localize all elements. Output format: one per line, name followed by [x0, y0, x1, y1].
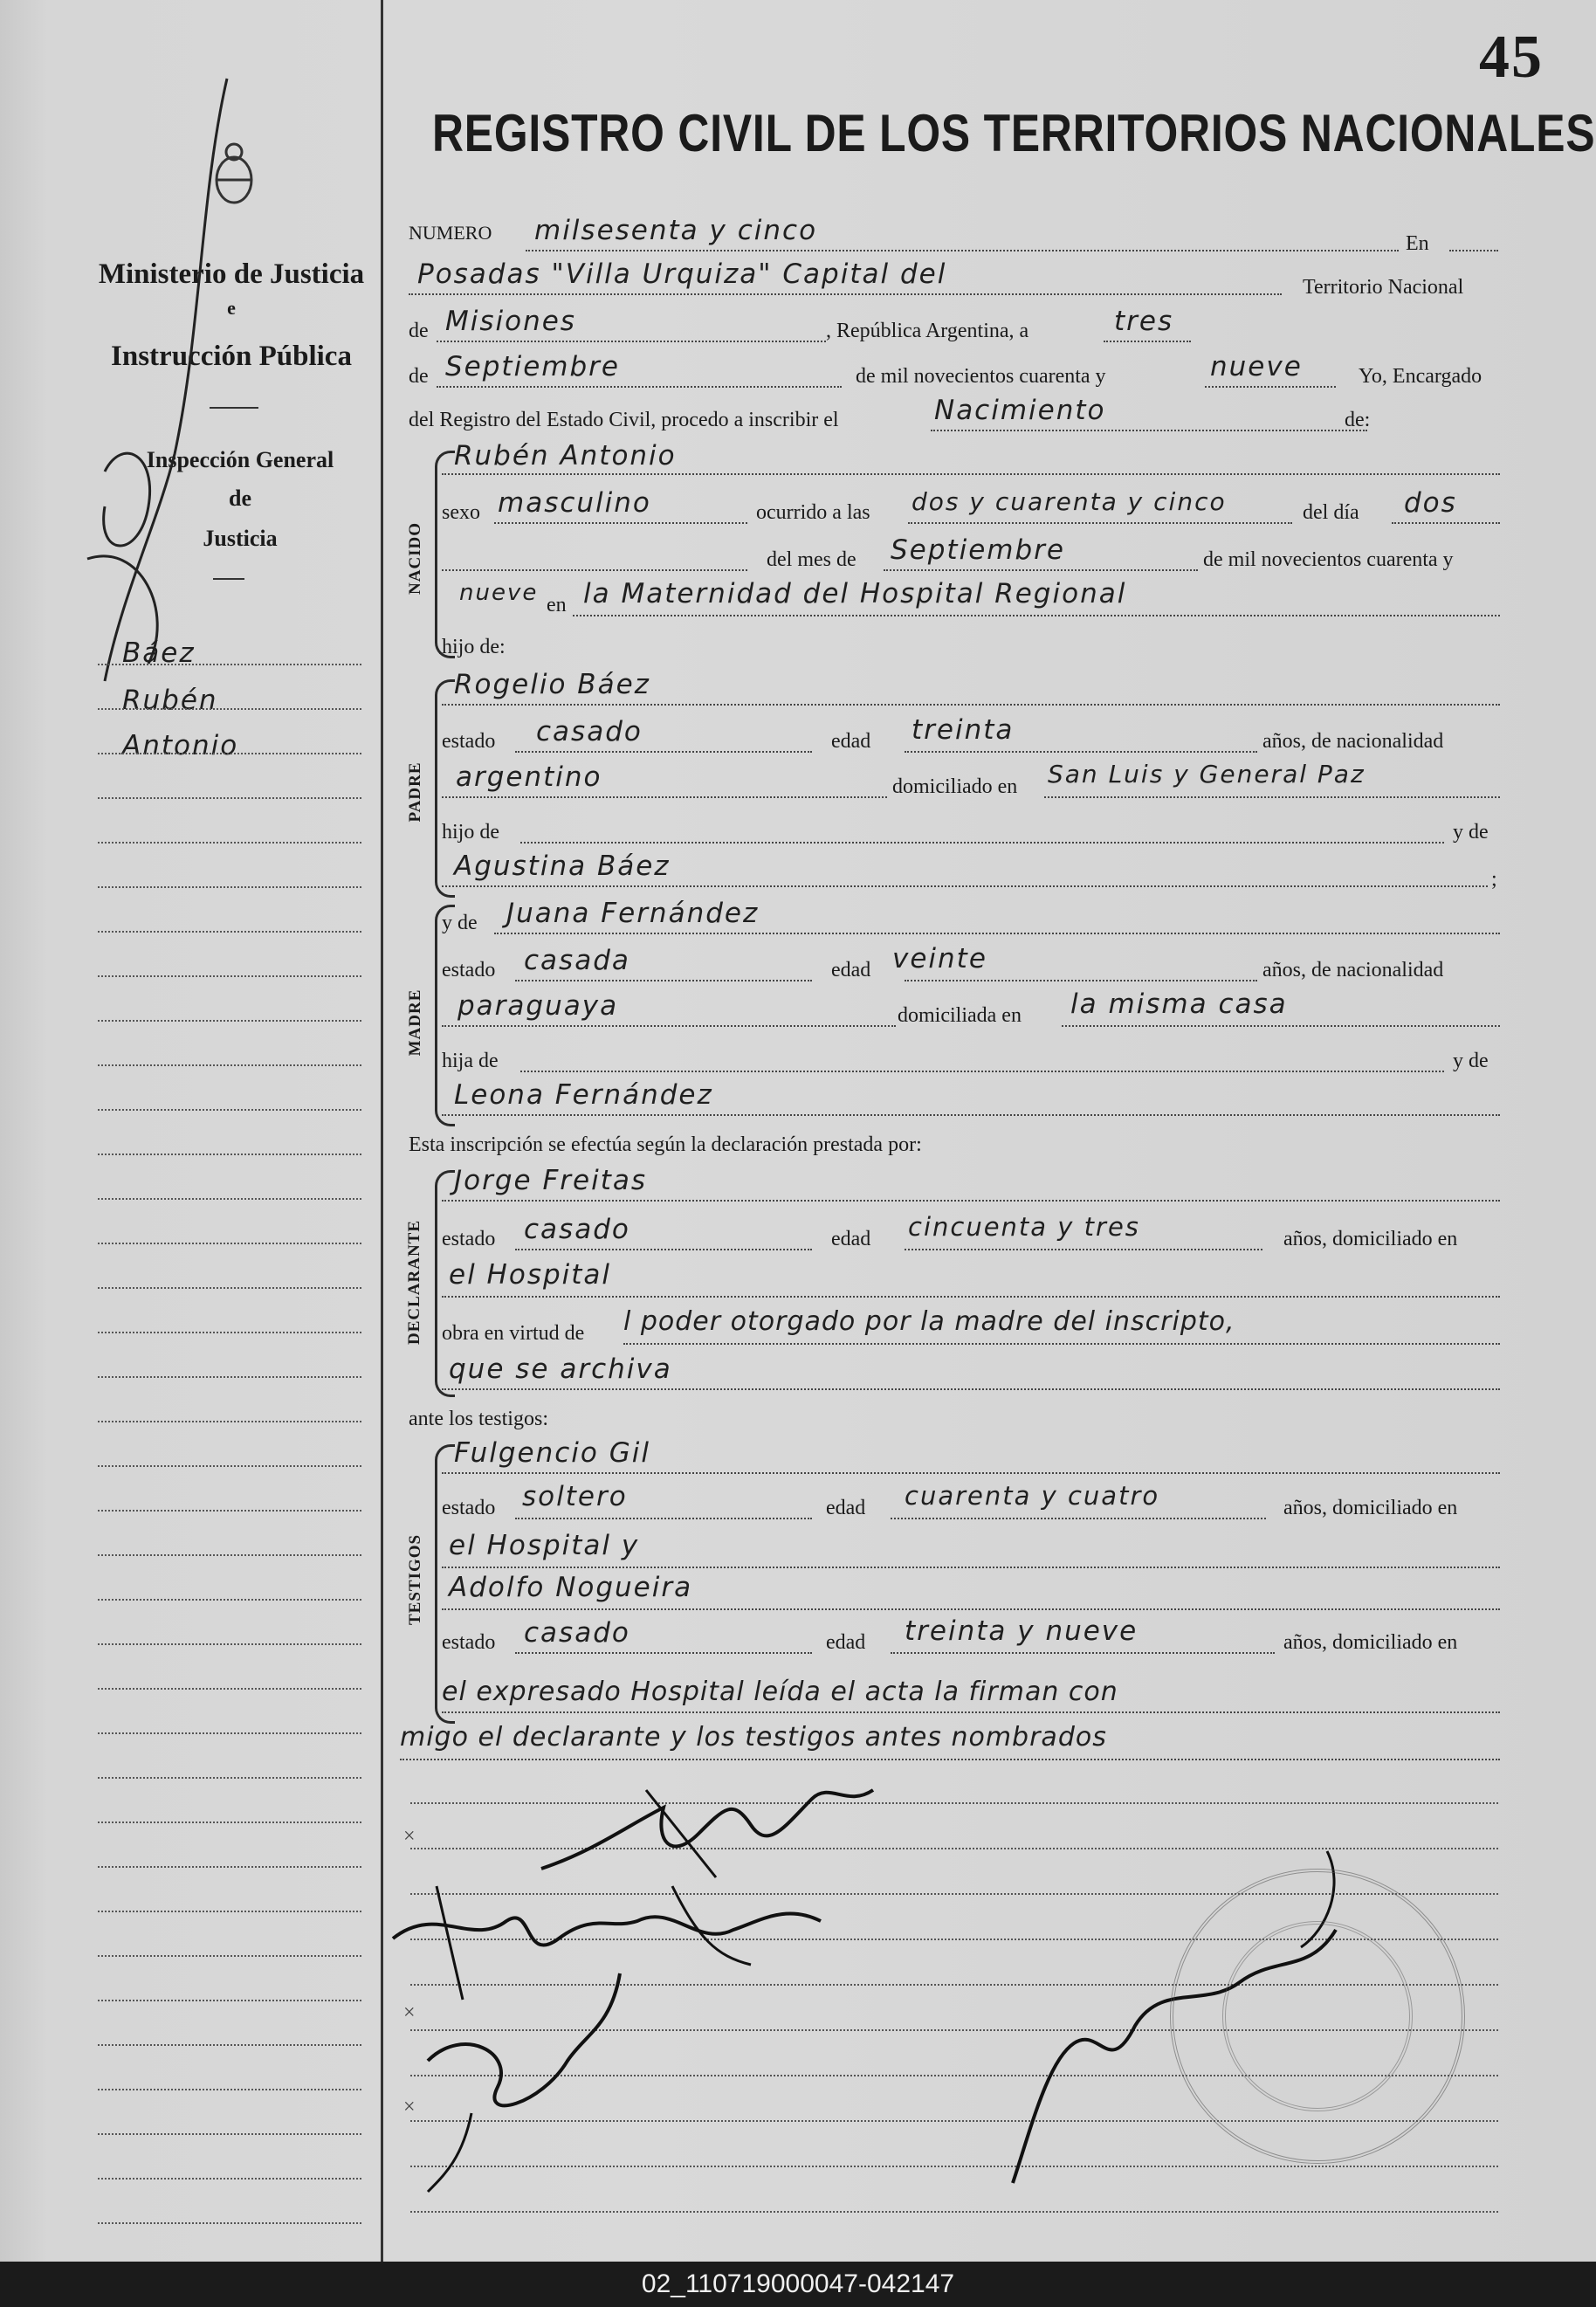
- margin-rule: [98, 1287, 361, 1289]
- line-dia-cont: [442, 569, 747, 571]
- line-cierre: [400, 1759, 1500, 1760]
- margin-rule: [98, 886, 361, 888]
- line-madre-estado: [515, 980, 812, 981]
- label-test1-anos: años, domiciliado en: [1283, 1497, 1458, 1519]
- value-decl-obra2: que se archiva: [449, 1353, 672, 1385]
- margin-rule: [98, 1020, 361, 1022]
- value-decl-obra: l poder otorgado por la madre del inscripto,: [623, 1306, 1235, 1337]
- label-obra: obra en virtud de: [442, 1322, 585, 1345]
- line-anio: [1205, 386, 1336, 388]
- page-title: REGISTRO CIVIL DE LOS TERRITORIOS NACIONALES: [432, 104, 1596, 162]
- margin-rule: [98, 1554, 361, 1556]
- margin-name-second: Antonio: [122, 730, 239, 761]
- line-test1: [442, 1472, 1500, 1474]
- margin-rule: [98, 2178, 361, 2180]
- footer-id: 02_110719000047-042147: [0, 2262, 1596, 2307]
- value-hora: dos y cuarenta y cinco: [912, 487, 1227, 516]
- label-sexo: sexo: [442, 501, 480, 524]
- value-mes-nac: Septiembre: [891, 534, 1065, 566]
- margin-name-surname: Báez: [122, 637, 196, 669]
- line-padre: [442, 704, 1500, 706]
- value-test1-estado: soltero: [522, 1481, 628, 1512]
- line-test2-dom: [442, 1711, 1500, 1713]
- value-madre-nac: paraguaya: [457, 990, 619, 1022]
- line-madre-edad: [905, 980, 1257, 981]
- value-declarante: Jorge Freitas: [454, 1165, 648, 1196]
- margin-rule: [98, 1198, 361, 1200]
- line-decl-dom: [442, 1296, 1500, 1298]
- value-decl-estado: casado: [524, 1214, 630, 1245]
- margin-rule: [98, 753, 361, 754]
- value-abuela-p: Agustina Báez: [454, 850, 671, 882]
- line-padre-estado: [515, 751, 812, 753]
- ministry-line3: Instrucción Pública: [111, 341, 352, 372]
- label-y-de-madre: y de: [442, 912, 478, 934]
- margin-rule: [98, 1332, 361, 1333]
- margin-rule: [98, 1154, 361, 1155]
- line-decl-edad: [905, 1249, 1262, 1250]
- line-dia-a: [1104, 341, 1191, 342]
- label-yo: Yo, Encargado: [1359, 365, 1482, 388]
- line-padre-nac: [442, 796, 887, 798]
- label-test1-estado: estado: [442, 1497, 496, 1519]
- line-dia: [1392, 522, 1500, 524]
- label-padre-estado: estado: [442, 730, 496, 753]
- label-decl-estado: estado: [442, 1228, 496, 1250]
- label-madre-dom: domiciliada en: [898, 1004, 1022, 1027]
- value-anio-nac: nueve: [459, 580, 539, 606]
- cross-mark-2: ×: [403, 2001, 416, 2024]
- value-nombre: Rubén Antonio: [454, 440, 677, 472]
- margin-divider: [381, 0, 383, 2262]
- value-madre-dom: la misma casa: [1070, 988, 1288, 1020]
- line-test1-estado: [515, 1518, 812, 1519]
- label-numero: NUMERO: [409, 222, 492, 244]
- margin-rule: [98, 1064, 361, 1066]
- line-madre: [494, 933, 1500, 934]
- line-hija-de: [520, 1071, 1444, 1072]
- label-en-la: en: [547, 594, 567, 616]
- value-padre-dom: San Luis y General Paz: [1048, 760, 1366, 789]
- section-nacido: NACIDO: [406, 521, 424, 595]
- label-ante: ante los testigos:: [409, 1408, 548, 1430]
- label-padre-edad: edad: [831, 730, 871, 753]
- line-padre-dom: [1044, 796, 1500, 798]
- line-territorio: [437, 341, 826, 342]
- cross-mark: ×: [403, 1825, 416, 1848]
- label-de: de: [409, 320, 429, 342]
- line-lugar: [409, 293, 1282, 295]
- margin-rule: [98, 2000, 361, 2001]
- margin-rule: [98, 1821, 361, 1823]
- line-hora: [908, 522, 1292, 524]
- label-del-mes: del mes de: [767, 548, 856, 571]
- line-acto: [931, 430, 1367, 431]
- margin-rule: [98, 1376, 361, 1378]
- margin-signature: [70, 70, 244, 786]
- bracket-madre: [435, 905, 455, 1126]
- margin-rule: [98, 1109, 361, 1111]
- margin-rule: [98, 975, 361, 977]
- label-republica: , República Argentina, a: [826, 320, 1029, 342]
- label-y-de-padre: y de: [1453, 821, 1489, 844]
- label-madre-estado: estado: [442, 959, 496, 981]
- margin-name-first: Rubén: [122, 685, 218, 716]
- label-test2-anos: años, domiciliado en: [1283, 1631, 1458, 1654]
- value-mes: Septiembre: [445, 351, 620, 382]
- cross-mark-3: ×: [403, 2096, 416, 2118]
- section-padre: PADRE: [406, 761, 424, 823]
- label-decl-anos: años, domiciliado en: [1283, 1228, 1458, 1250]
- label-hijo-de: hijo de:: [442, 636, 506, 658]
- value-madre: Juana Fernández: [506, 898, 760, 929]
- value-padre: Rogelio Báez: [454, 669, 650, 700]
- value-padre-edad: treinta: [912, 714, 1015, 746]
- ministry-line1: Ministerio de Justicia: [98, 258, 365, 290]
- label-mil: de mil novecientos cuarenta y: [856, 365, 1106, 388]
- value-numero: milsesenta y cinco: [534, 215, 818, 246]
- line-madre-dom: [1062, 1025, 1500, 1027]
- margin-rule: [98, 2044, 361, 2046]
- label-hijo-de2: hijo de: [442, 821, 499, 844]
- line-declarante: [442, 1200, 1500, 1202]
- value-test2-dom: el expresado Hospital leída el acta la firman con: [442, 1677, 1118, 1707]
- line-numero: [526, 250, 1399, 251]
- line-test1-dom: [442, 1567, 1500, 1568]
- line-lugar-nac: [573, 615, 1500, 616]
- label-semicolon: ;: [1491, 868, 1497, 891]
- margin-rule: [98, 797, 361, 799]
- margin-rule: [98, 2222, 361, 2224]
- value-anio: nueve: [1210, 351, 1303, 382]
- line-obra2: [442, 1388, 1500, 1390]
- label-ocurrido: ocurrido a las: [756, 501, 870, 524]
- value-madre-edad: veinte: [892, 943, 987, 974]
- value-lugar-nac: la Maternidad del Hospital Regional: [583, 578, 1127, 609]
- section-declarante: DECLARANTE: [405, 1219, 423, 1345]
- line-padre-edad: [905, 751, 1257, 753]
- label-decl-edad: edad: [831, 1228, 871, 1250]
- line-test2-estado: [515, 1652, 812, 1654]
- value-dia-a: tres: [1114, 306, 1174, 337]
- line-abuela-m: [442, 1114, 1500, 1116]
- line-hijo-de2: [520, 842, 1444, 844]
- label-inscripcion: Esta inscripción se efectúa según la declaración prestada por:: [409, 1133, 922, 1156]
- label-registro: del Registro del Estado Civil, procedo a inscribir el: [409, 409, 839, 431]
- margin-rule: [98, 931, 361, 933]
- label-hija-de: hija de: [442, 1050, 499, 1072]
- line-sexo: [494, 522, 747, 524]
- line-obra: [623, 1343, 1500, 1345]
- value-decl-dom: el Hospital: [449, 1259, 612, 1291]
- value-test1-dom: el Hospital y: [449, 1530, 640, 1561]
- ministry-sub2: de: [229, 486, 251, 511]
- margin-rule: [98, 1911, 361, 1912]
- margin-rule: [98, 1866, 361, 1868]
- margin-rule: [98, 1643, 361, 1645]
- label-y-de-madre2: y de: [1453, 1050, 1489, 1072]
- lower-rule: [410, 2211, 1498, 2213]
- label-mil2: de mil novecientos cuarenta y: [1203, 548, 1454, 571]
- value-test2-estado: casado: [524, 1617, 630, 1649]
- line-test2-edad: [891, 1652, 1275, 1654]
- value-acto: Nacimiento: [934, 395, 1106, 426]
- margin-rule: [98, 1955, 361, 1957]
- label-de2: de: [409, 365, 429, 388]
- section-madre: MADRE: [406, 988, 424, 1057]
- line-test1-edad: [891, 1518, 1266, 1519]
- line-nombre: [442, 473, 1500, 475]
- value-territorio: Misiones: [445, 306, 576, 337]
- value-test2-edad: treinta y nueve: [905, 1615, 1139, 1647]
- line-abuela-p: [442, 885, 1488, 887]
- margin-rule: [98, 1465, 361, 1467]
- page-number: 45: [1479, 24, 1544, 91]
- label-padre-anos: años, de nacionalidad: [1262, 730, 1444, 753]
- value-padre-nac: argentino: [456, 761, 602, 793]
- margin-rule: [98, 1732, 361, 1734]
- label-test2-edad: edad: [826, 1631, 866, 1654]
- line-test2: [442, 1608, 1500, 1610]
- value-test1-edad: cuarenta y cuatro: [905, 1481, 1160, 1511]
- line-decl-estado: [515, 1249, 812, 1250]
- label-territorio: Territorio Nacional: [1303, 276, 1464, 299]
- value-test2: Adolfo Nogueira: [449, 1572, 693, 1603]
- margin-rule: [98, 1421, 361, 1422]
- margin-rule: [98, 664, 361, 665]
- line-madre-nac: [442, 1025, 896, 1027]
- signature-adolfo-nogueira: [410, 1939, 637, 2200]
- line-en: [1449, 250, 1498, 251]
- line-mes: [437, 386, 842, 388]
- margin-rule: [98, 708, 361, 710]
- value-madre-estado: casada: [524, 945, 630, 976]
- value-padre-estado: casado: [536, 716, 643, 747]
- label-de3: de:: [1345, 409, 1371, 431]
- ministry-sub3: Justicia: [203, 526, 278, 551]
- margin-rule: [98, 1510, 361, 1512]
- label-padre-dom: domiciliado en: [892, 775, 1018, 798]
- label-test1-edad: edad: [826, 1497, 866, 1519]
- margin-rule: [98, 842, 361, 844]
- value-dia: dos: [1404, 487, 1457, 519]
- bracket-padre: [435, 679, 455, 898]
- label-del-dia: del día: [1303, 501, 1359, 524]
- label-en: En: [1406, 232, 1429, 255]
- value-decl-edad: cincuenta y tres: [908, 1212, 1140, 1242]
- margin-rule: [98, 1243, 361, 1244]
- margin-rule: [98, 1688, 361, 1690]
- section-testigos: TESTIGOS: [406, 1533, 424, 1625]
- margin-rule: [98, 2133, 361, 2135]
- value-cierre: migo el declarante y los testigos antes nombrados: [400, 1722, 1107, 1753]
- line-mes-nac: [884, 569, 1198, 571]
- margin-rule: [98, 1599, 361, 1601]
- label-madre-edad: edad: [831, 959, 871, 981]
- value-sexo: masculino: [498, 487, 651, 519]
- label-madre-anos: años, de nacionalidad: [1262, 959, 1444, 981]
- official-seal-inner: [1222, 1921, 1413, 2111]
- value-lugar: Posadas "Villa Urquiza" Capital del: [417, 258, 947, 290]
- value-test1: Fulgencio Gil: [454, 1437, 650, 1469]
- ministry-line2: e: [227, 297, 236, 319]
- ministry-sub1: Inspección General: [146, 447, 334, 472]
- value-abuela-m: Leona Fernández: [454, 1079, 713, 1111]
- bracket-nacido: [435, 451, 455, 658]
- label-test2-estado: estado: [442, 1631, 496, 1654]
- margin-rule: [98, 2089, 361, 2090]
- margin-rule: [98, 1777, 361, 1779]
